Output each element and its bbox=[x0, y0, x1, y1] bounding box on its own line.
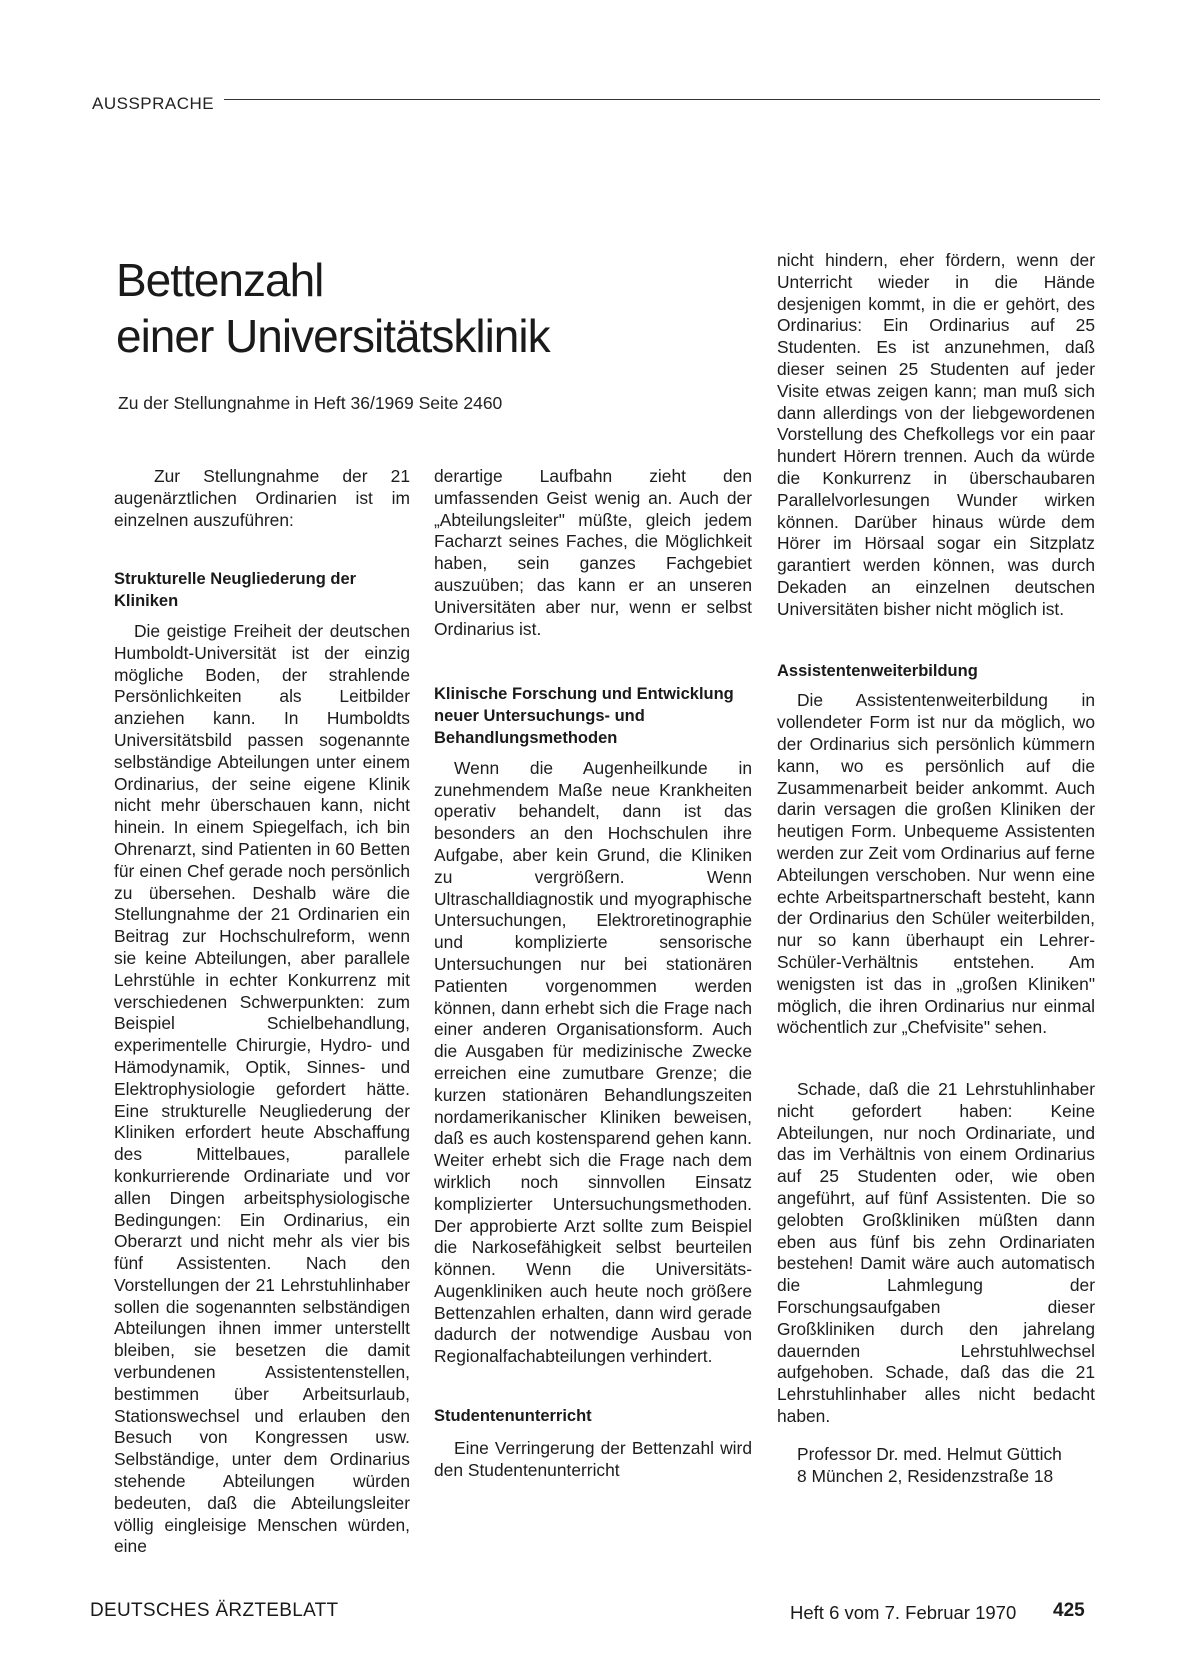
article-title bbox=[116, 252, 736, 364]
section-heading-klinische-forschung: Klinische Forschung und Entwicklung neuer Untersuchungs- und Behandlungsmethoden bbox=[434, 685, 734, 747]
page-number: 425 bbox=[1053, 1600, 1085, 1621]
section-heading-assistentenweiterbildung: Assistentenweiterbildung bbox=[777, 661, 978, 680]
author-signature bbox=[777, 1444, 1095, 1488]
journal-name: DEUTSCHES ÄRZTEBLATT bbox=[90, 1600, 339, 1621]
body-paragraph: Eine Verringerung der Bettenzahl wird den Studentenunterricht bbox=[434, 1437, 752, 1480]
closing-paragraph: Schade, daß die 21 Lehrstuhlinhaber nicht gefordert haben: Keine Abteilungen, nur noch Ordinariate, und das im Verhältnis von einem Ordinarius auf 25 Studenten oder, wie oben angeführt, auf fünf Assistenten. Die so gelobten Großkliniken müßten dann eben aus fünf bis zehn Ordinariaten bestehen! Damit wäre auch automatisch die Lahmlegung der Forschungsaufgaben dieser Großkliniken durch den jahrelang dauernden Lehrstuhlwechsel aufgehoben. Schade, daß das die 21 Lehrstuhlinhaber alles nicht bedacht haben. bbox=[777, 1079, 1095, 1427]
section-heading-studentenunterricht: Studentenunterricht bbox=[434, 1407, 592, 1426]
header-rule bbox=[224, 99, 1100, 100]
section-label: AUSSPRACHE bbox=[92, 94, 215, 113]
issue-info: Heft 6 vom 7. Februar 1970 bbox=[790, 1602, 1017, 1623]
title-line-1: Bettenzahl bbox=[116, 254, 324, 306]
title-line-2: einer Universitätsklinik bbox=[116, 310, 550, 362]
text-column-3 bbox=[777, 250, 1095, 1487]
body-paragraph: derartige Laufbahn zieht den umfassenden Geist wenig an. Auch der „Abteilungsleiter" müßte, gleich jedem Facharzt seines Faches, die Möglichkeit haben, sein ganzes Fachgebiet auszuüben; das kann er an unseren Universitäten aber nur, wenn er selbst Ordinarius ist. bbox=[434, 466, 752, 639]
article-subtitle: Zu der Stellungnahme in Heft 36/1969 Seite 2460 bbox=[118, 393, 503, 413]
author-address: 8 München 2, Residenzstraße 18 bbox=[797, 1465, 1054, 1486]
body-paragraph: Die geistige Freiheit der deutschen Humboldt-Universität ist der einzig mögliche Boden, der strahlende Persönlichkeiten als Leitbilder anziehen kann. In Humboldts Universitätsbild passen sogenannte selbständige Abteilungen unter einem Ordinarius, der seine eigene Klinik nicht mehr überschauen kann, nicht hinein. In einem Spiegelfach, ich bin Ohrenarzt, sind Patienten in 60 Betten für einen Chef gerade noch persönlich zu übersehen. Deshalb wäre die Stellungnahme der 21 Ordinarien ein Beitrag zur Hochschulreform, wenn sie keine Abteilungen, aber parallele Lehrstühle in echter Konkurrenz mit verschiedenen Schwerpunkten: zum Beispiel Schielbehandlung, experimentelle Chirurgie, Hydro- und Hämodynamik, Optik, Sinnes- und Elektrophysiologie gefordert hätte. Eine strukturelle Neugliederung der Kliniken erfordert heute Abschaffung des Mittelbaues, parallele konkurrierende Ordinariate und vor allen Dingen arbeitsphysiologische Bedingungen: Ein Ordinarius, ein Oberarzt und nicht mehr als vier bis fünf Assistenten. Nach den Vorstellungen der 21 Lehrstuhlinhaber sollen die sogenannten selbständigen Abteilungen ihnen immer unterstellt bleiben, sie besetzen die damit verbundenen Assistentenstellen, bestimmen über Arbeitsurlaub, Stationswechsel und erlauben den Besuch von Kongressen usw. Selbständige, unter dem Ordinarius stehende Abteilungen würden bedeuten, daß die Abteilungsleiter völlig eingleisige Menschen würden, eine bbox=[114, 620, 410, 1557]
text-column-2 bbox=[434, 466, 752, 1481]
body-paragraph: nicht hindern, eher fördern, wenn der Unterricht wieder in die Hände desjenigen kommt, in die er gehört, des Ordinarius: Ein Ordinarius auf 25 Studenten. Es ist anzunehmen, daß dieser seinen 25 Studenten auf jeder Visite etwas zeigen kann; man muß sich dann allerdings von der liebgewordenen Vorstellung des Chefkollegs vor ein paar hundert Hörern trennen. Auch da würde die Konkurrenz in überschaubaren Parallelvorlesungen Wunder wirken können. Darüber hinaus würde dem Hörer im Hörsaal sogar ein Sitzplatz garantiert werden können, was durch Dekaden an einzelnen deutschen Universitäten bisher nicht möglich ist. bbox=[777, 250, 1095, 619]
intro-paragraph: Zur Stellungnahme der 21 augenärztlichen Ordinarien ist im einzelnen auszuführen: bbox=[114, 466, 410, 530]
author-name: Professor Dr. med. Helmut Güttich bbox=[797, 1443, 1062, 1464]
text-column-1 bbox=[114, 466, 410, 1558]
body-paragraph: Wenn die Augenheilkunde in zunehmendem Maße neue Krankheiten operativ behandelt, dann ist das besonders an den Hochschulen ihre Aufgabe, aber kein Grund, die Kliniken zu vergrößern. Wenn Ultraschalldiagnostik und myographische Untersuchungen, Elektroretinographie und komplizierte sensorische Untersuchungen nur bei stationären Patienten vorgenommen werden können, dann erhebt sich die Frage nach einer anderen Organisationsform. Auch die Ausgaben für medizinische Zwecke erreichen eine zumutbare Grenze; die kurzen stationären Behandlungszeiten nordamerikanischer Kliniken beweisen, daß es auch kostensparend gehen kann. Weiter erhebt sich die Frage nach dem wirklich noch sinnvollen Einsatz komplizierter Untersuchungsmethoden. Der approbierte Arzt sollte zum Beispiel die Narkosefähigkeit selbst beurteilen können. Wenn die Universitäts-Augenkliniken auch heute noch größere Bettenzahlen erhalten, dann wird gerade dadurch der notwendige Ausbau von Regionalfachabteilungen verhindert. bbox=[434, 757, 752, 1367]
body-paragraph: Die Assistentenweiterbildung in vollendeter Form ist nur da möglich, wo der Ordinarius sich persönlich kümmern kann, wo es persönlich auf die Zusammenarbeit beider ankommt. Auch darin versagen die großen Kliniken der heutigen Form. Unbequeme Assistenten werden zur Zeit vom Ordinarius auf ferne Abteilungen verschoben. Nur wenn eine echte Arbeitspartnerschaft besteht, kann der Ordinarius den Schüler weiterbilden, nur so kann überhaupt ein Lehrer-Schüler-Verhältnis entstehen. Am wenigsten ist das in „großen Kliniken" möglich, die ihren Ordinarius nur einmal wöchentlich zur „Chefvisite" sehen. bbox=[777, 690, 1095, 1038]
section-heading-strukturelle-neugliederung: Strukturelle Neugliederung der Kliniken bbox=[114, 570, 357, 611]
